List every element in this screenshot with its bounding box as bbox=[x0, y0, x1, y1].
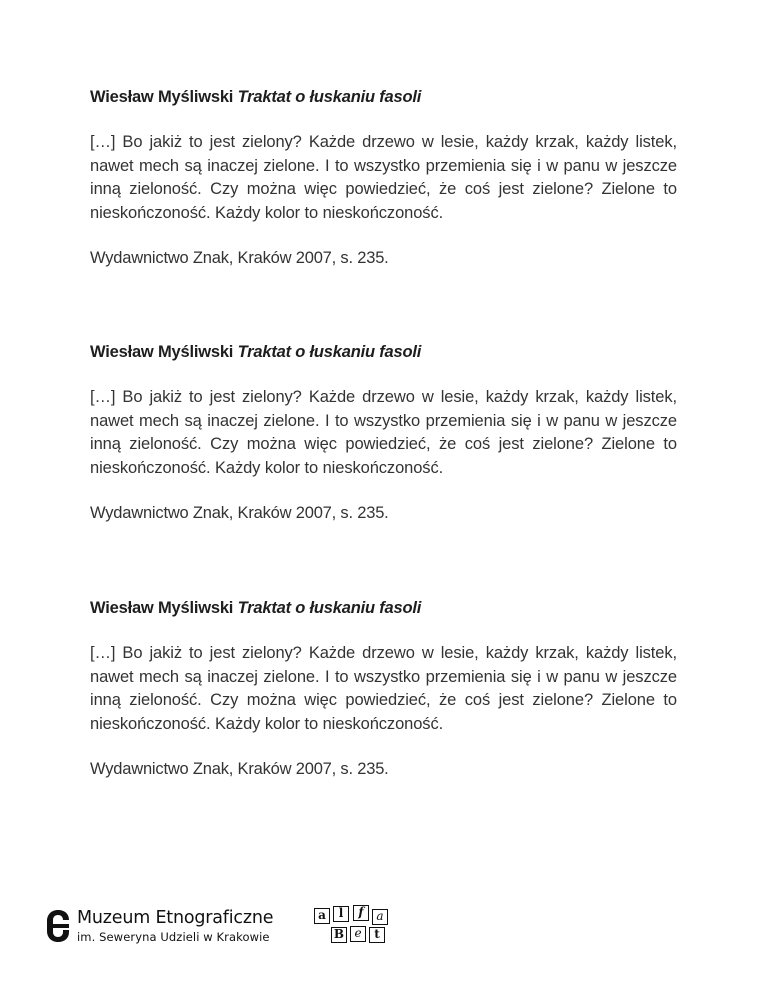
quote-author: Wiesław Myśliwski bbox=[90, 599, 234, 617]
alfabet-letter-tile: a bbox=[372, 909, 388, 925]
quote-author: Wiesław Myśliwski bbox=[90, 343, 234, 361]
alfabet-letter-tile: t bbox=[369, 927, 385, 943]
quote-source: Wydawnictwo Znak, Kraków 2007, s. 235. bbox=[90, 504, 389, 522]
quote-block bbox=[90, 341, 677, 524]
quote-block bbox=[90, 597, 677, 780]
quote-text: […] Bo jakiż to jest zielony? Każde drzewo w lesie, każdy krzak, każdy listek, nawet mech są inaczej zielone. I to wszystko przemienia się i w panu w jeszcze inną zieloność. Czy można więc powiedzieć, że coś jest zielone? Zielone to nieskończoność. Każdy kolor to nieskończoność. bbox=[90, 388, 677, 477]
quote-source: Wydawnictwo Znak, Kraków 2007, s. 235. bbox=[90, 249, 389, 267]
quote-title: Traktat o łuskaniu fasoli bbox=[237, 88, 422, 106]
quote-title: Traktat o łuskaniu fasoli bbox=[237, 599, 422, 617]
alfabet-letter-tile: a bbox=[314, 908, 330, 924]
quote-text: […] Bo jakiż to jest zielony? Każde drzewo w lesie, każdy krzak, każdy listek, nawet mech są inaczej zielone. I to wszystko przemienia się i w panu w jeszcze inną zieloność. Czy można więc powiedzieć, że coś jest zielone? Zielone to nieskończoność. Każdy kolor to nieskończoność. bbox=[90, 133, 677, 222]
quote-text: […] Bo jakiż to jest zielony? Każde drzewo w lesie, każdy krzak, każdy listek, nawet mech są inaczej zielone. I to wszystko przemienia się i w panu w jeszcze inną zieloność. Czy można więc powiedzieć, że coś jest zielone? Zielone to nieskończoność. Każdy kolor to nieskończoność. bbox=[90, 644, 677, 733]
alfabet-letter-tile: B bbox=[331, 927, 347, 943]
quote-source: Wydawnictwo Znak, Kraków 2007, s. 235. bbox=[90, 760, 389, 778]
quote-heading bbox=[90, 86, 677, 108]
museum-e-mark-icon bbox=[46, 909, 70, 943]
alfabet-logo bbox=[314, 905, 392, 947]
museum-subtitle: im. Seweryna Udzieli w Krakowie bbox=[77, 930, 270, 944]
alfabet-letter-tile: l bbox=[333, 906, 349, 922]
quote-author: Wiesław Myśliwski bbox=[90, 88, 234, 106]
quote-title: Traktat o łuskaniu fasoli bbox=[237, 343, 422, 361]
museum-name: Muzeum Etnograficzne bbox=[77, 908, 274, 928]
quote-heading bbox=[90, 341, 677, 363]
alfabet-letter-tile: f bbox=[353, 905, 369, 921]
museum-logo bbox=[46, 906, 296, 946]
quote-block bbox=[90, 86, 677, 269]
alfabet-letter-tile: e bbox=[350, 926, 366, 942]
quote-heading bbox=[90, 597, 677, 619]
